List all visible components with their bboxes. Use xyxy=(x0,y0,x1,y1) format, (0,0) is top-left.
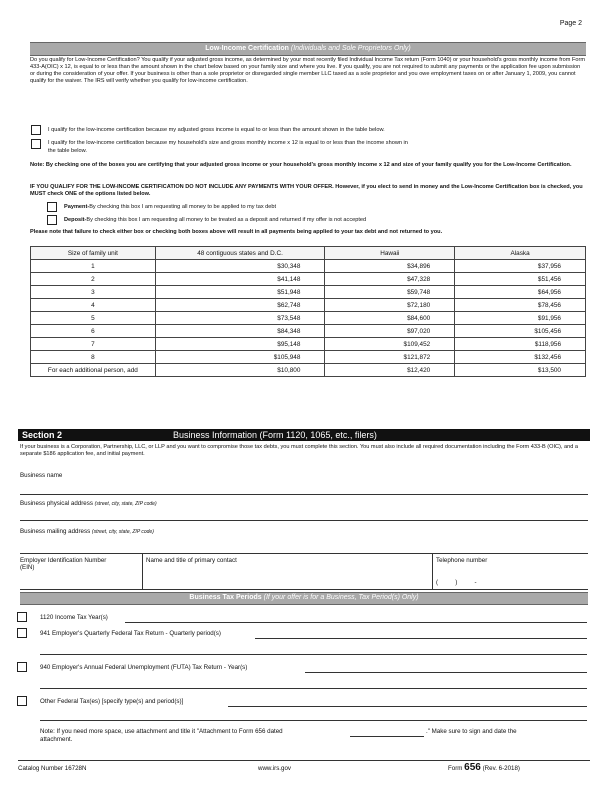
header-family-size: Size of family unit xyxy=(31,247,156,260)
physical-address-label xyxy=(20,500,157,509)
quarterly-941-field-2[interactable] xyxy=(40,654,587,655)
low-income-header xyxy=(30,42,586,56)
phone-divider xyxy=(432,553,433,589)
attachment-note-1: Note: If you need more space, use attachment and title it "Attachment to Form 656 dated xyxy=(40,728,283,735)
contiguous-cell: $84,348 xyxy=(155,325,325,338)
alaska-cell: $78,456 xyxy=(455,299,586,312)
section-2-label: Section 2 xyxy=(22,430,63,440)
failure-note: Please note that failure to check either box or checking both boxes above will result in all payments being applied to your tax debt and not returned to you. xyxy=(30,229,443,235)
family-size-cell: 3 xyxy=(31,286,156,299)
income-table xyxy=(30,246,586,377)
form-number: 656 xyxy=(464,762,481,773)
other-tax-label: Other Federal Tax(es) [specify type(s) and period(s)] xyxy=(40,698,184,705)
hawaii-cell: $34,896 xyxy=(325,260,455,273)
table-row xyxy=(31,299,586,312)
low-income-household-text-1: I qualify for the low-income certification because my household's size and gross monthly income x 12 is equal to or less than the income shown in xyxy=(48,140,408,146)
ein-field[interactable] xyxy=(20,566,140,588)
other-tax-field-2[interactable] xyxy=(40,720,587,721)
alaska-cell: $51,456 xyxy=(455,273,586,286)
family-size-cell: 8 xyxy=(31,351,156,364)
attachment-note-2: ." Make sure to sign and date the xyxy=(426,728,517,735)
hawaii-cell: $47,328 xyxy=(325,273,455,286)
phone-field[interactable]: ( ) - xyxy=(436,579,477,586)
alaska-cell: $37,956 xyxy=(455,260,586,273)
other-tax-checkbox[interactable] xyxy=(17,696,27,706)
table-header-row xyxy=(31,247,586,260)
family-size-cell: 6 xyxy=(31,325,156,338)
row-bottom-line xyxy=(20,589,588,590)
income-tax-label: 1120 Income Tax Year(s) xyxy=(40,614,108,621)
section-2-title: Business Information (Form 1120, 1065, etc., filers) xyxy=(173,430,377,440)
alaska-cell: $91,956 xyxy=(455,312,586,325)
business-name-field[interactable] xyxy=(20,494,588,495)
family-size-cell: 7 xyxy=(31,338,156,351)
certify-note: Note: By checking one of the boxes you are certifying that your adjusted gross income or your household's gross monthly income x 12 and size of your family qualify you for the Low-Income Certification. xyxy=(30,162,572,168)
footer-rule xyxy=(18,760,590,761)
ein-divider xyxy=(142,553,143,589)
table-row xyxy=(31,351,586,364)
hawaii-cell: $97,020 xyxy=(325,325,455,338)
header-contiguous: 48 contiguous states and D.C. xyxy=(155,247,325,260)
ein-label-1: Employer Identification Number xyxy=(20,557,107,564)
attachment-note-3: attachment. xyxy=(40,736,73,743)
family-size-cell: 5 xyxy=(31,312,156,325)
catalog-number: Catalog Number 16728N xyxy=(18,765,87,772)
phone-label: Telephone number xyxy=(436,557,488,564)
table-row xyxy=(31,364,586,377)
alaska-cell: $13,500 xyxy=(455,364,586,377)
quarterly-941-checkbox[interactable] xyxy=(17,628,27,638)
low-income-household-checkbox[interactable] xyxy=(31,139,41,149)
section-2-intro: If your business is a Corporation, Partnership, LLC, or LLP and you want to compromise those tax debts, you must complete this section. You must also include all required documentation including the Form 433-B (OIC), and a separate $186 application fee, and initial payment. xyxy=(20,444,579,457)
contiguous-cell: $51,948 xyxy=(155,286,325,299)
table-row xyxy=(31,312,586,325)
low-income-household-text-2: the table below. xyxy=(48,148,87,154)
hawaii-cell: $109,452 xyxy=(325,338,455,351)
low-income-intro: Do you qualify for Low-Income Certification? You qualify if your adjusted gross income, as determined by your most recently filed Individual Income Tax return (Form 1040) or your household's gross monthly income from Form 433-A(OIC) x 12, is equal to or less than the amount shown in the chart below based on your family size and where you live. If you qualify, you are not required to submit any payments or the application fee upon submission or during the consideration of your offer. If your business is other than a sole proprietor or disregarded single member LLC taxed as a sole proprietor and you owe employment taxes on or after January 1, 2009, you cannot qualify for the waiver. The IRS will verify whether you qualify for low-income certification. xyxy=(30,57,586,84)
page-label: Page 2 xyxy=(559,20,582,27)
contiguous-cell: $10,800 xyxy=(155,364,325,377)
contact-field[interactable] xyxy=(145,566,429,588)
alaska-cell: $118,956 xyxy=(455,338,586,351)
income-tax-field[interactable] xyxy=(125,622,587,623)
payment-text: By checking this box I am requesting all money to be applied to my tax debt xyxy=(89,204,277,210)
family-size-cell: For each additional person, add xyxy=(31,364,156,377)
contact-label: Name and title of primary contact xyxy=(146,557,237,564)
tax-periods-title: Business Tax Periods xyxy=(189,594,262,601)
alaska-cell: $64,956 xyxy=(455,286,586,299)
table-row xyxy=(31,338,586,351)
family-size-cell: 4 xyxy=(31,299,156,312)
quarterly-941-field[interactable] xyxy=(255,638,587,639)
futa-940-label: 940 Employer's Annual Federal Unemployment (FUTA) Tax Return - Year(s) xyxy=(40,664,248,671)
hawaii-cell: $84,600 xyxy=(325,312,455,325)
attachment-date-field[interactable] xyxy=(350,736,424,737)
contiguous-cell: $30,348 xyxy=(155,260,325,273)
contiguous-cell: $62,748 xyxy=(155,299,325,312)
tax-periods-title-suffix: (If your offer is for a Business, Tax Period(s) Only) xyxy=(263,594,419,601)
section-2-header xyxy=(18,429,590,441)
deposit-checkbox[interactable] xyxy=(47,215,57,225)
contiguous-cell: $41,148 xyxy=(155,273,325,286)
physical-address-text: Business physical address xyxy=(20,500,93,507)
payment-checkbox[interactable] xyxy=(47,202,57,212)
other-tax-field[interactable] xyxy=(228,706,587,707)
irs-website: www.irs.gov xyxy=(258,765,292,772)
hawaii-cell: $59,748 xyxy=(325,286,455,299)
hawaii-cell: $121,872 xyxy=(325,351,455,364)
futa-940-field[interactable] xyxy=(305,672,587,673)
mailing-address-hint: (street, city, state, ZIP code) xyxy=(91,529,154,535)
family-size-cell: 2 xyxy=(31,273,156,286)
table-row xyxy=(31,325,586,338)
mailing-address-label xyxy=(20,528,154,537)
income-tax-checkbox[interactable] xyxy=(17,612,27,622)
low-income-title: Low-Income Certification xyxy=(205,45,289,52)
hawaii-cell: $72,180 xyxy=(325,299,455,312)
table-row xyxy=(31,273,586,286)
contiguous-cell: $105,948 xyxy=(155,351,325,364)
business-name-label: Business name xyxy=(20,472,63,479)
payment-label: Payment- xyxy=(64,204,90,210)
family-size-cell: 1 xyxy=(31,260,156,273)
futa-940-field-2[interactable] xyxy=(40,688,587,689)
low-income-agi-checkbox[interactable] xyxy=(31,125,41,135)
form-revision: (Rev. 6-2018) xyxy=(482,765,520,772)
deposit-label: Deposit- xyxy=(64,217,87,223)
contiguous-cell: $73,548 xyxy=(155,312,325,325)
quarterly-941-label: 941 Employer's Quarterly Federal Tax Return - Quarterly period(s) xyxy=(40,630,221,637)
header-hawaii: Hawaii xyxy=(325,247,455,260)
alaska-cell: $105,456 xyxy=(455,325,586,338)
table-row xyxy=(31,286,586,299)
table-row xyxy=(31,260,586,273)
deposit-text: By checking this box I am requesting all money to be treated as a deposit and returned if my offer is not accepted xyxy=(86,217,367,223)
alaska-cell: $132,456 xyxy=(455,351,586,364)
physical-address-hint: (street, city, state, ZIP code) xyxy=(94,501,157,507)
futa-940-checkbox[interactable] xyxy=(17,662,27,672)
form-id xyxy=(448,764,520,773)
hawaii-cell: $12,420 xyxy=(325,364,455,377)
qualify-notice: IF YOU QUALIFY FOR THE LOW-INCOME CERTIFICATION DO NOT INCLUDE ANY PAYMENTS WITH YOUR OFFER. However, if you elect to send in money and the Low-Income Certification box is checked, you MUST check ONE of the options listed below. xyxy=(30,184,583,197)
low-income-title-suffix: (Individuals and Sole Proprietors Only) xyxy=(290,45,411,52)
contiguous-cell: $95,148 xyxy=(155,338,325,351)
payment-option xyxy=(64,204,579,211)
form-prefix: Form xyxy=(448,765,463,772)
mailing-address-field[interactable] xyxy=(20,553,588,554)
physical-address-field[interactable] xyxy=(20,520,588,521)
tax-periods-header xyxy=(20,592,588,605)
ein-label-2: (EIN) xyxy=(20,564,35,571)
header-alaska: Alaska xyxy=(455,247,586,260)
low-income-agi-text: I qualify for the low-income certification because my adjusted gross income is equal to or less than the amount shown in the table below. xyxy=(48,127,385,133)
mailing-address-text: Business mailing address xyxy=(20,528,91,535)
deposit-option xyxy=(64,217,579,224)
